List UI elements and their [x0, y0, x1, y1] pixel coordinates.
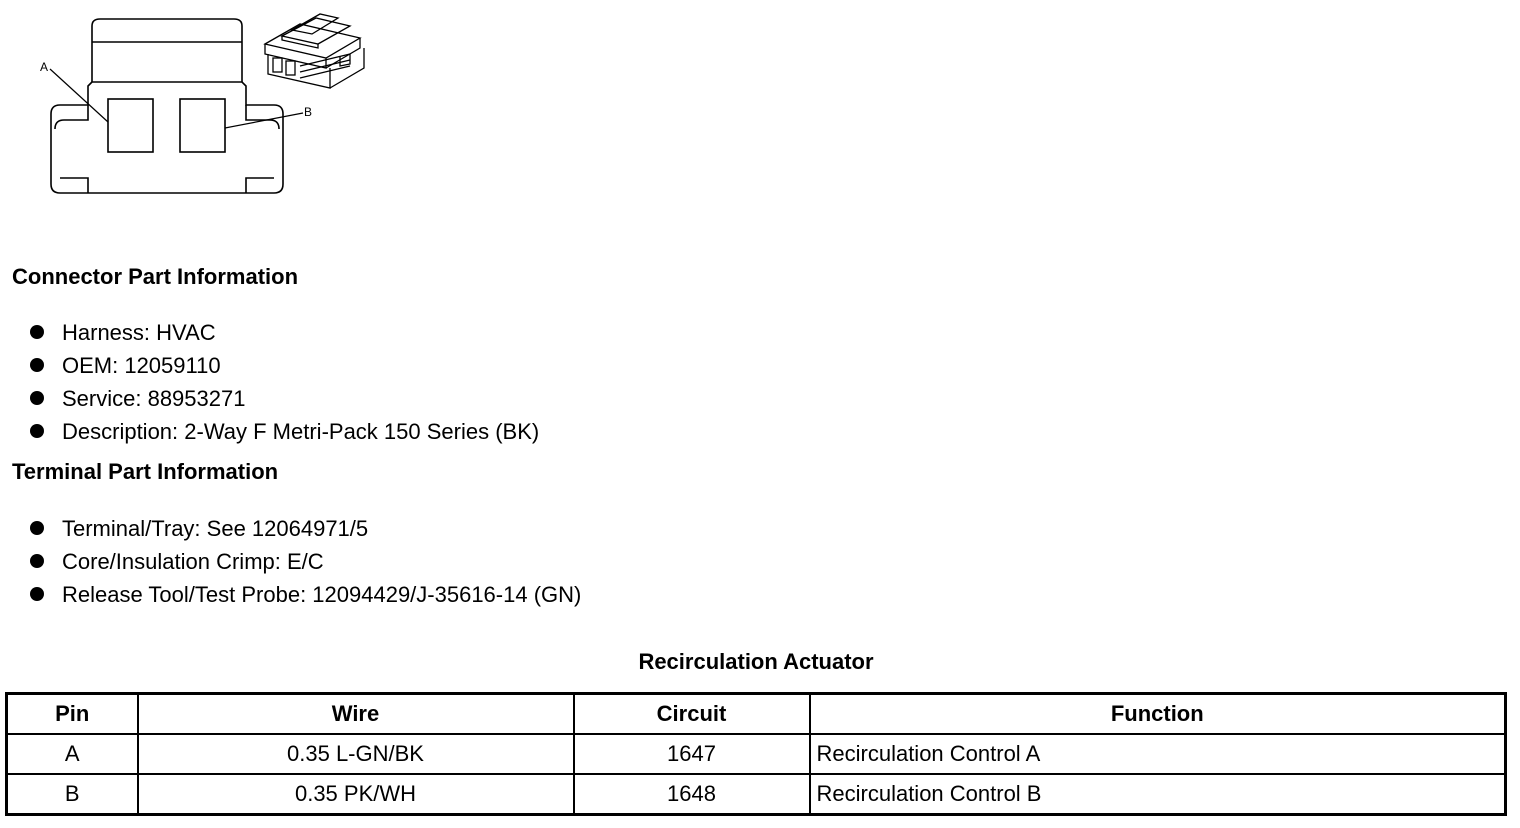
cell-wire: 0.35 L-GN/BK [138, 734, 574, 774]
cell-pin: A [7, 734, 138, 774]
list-item-text: Release Tool/Test Probe: 12094429/J-35616-14 (GN) [62, 582, 582, 607]
pin-label-a: A [40, 60, 49, 74]
list-item-text: Service: 88953271 [62, 386, 246, 411]
terminal-part-info-list [28, 512, 581, 611]
connector-part-info-heading: Connector Part Information [12, 264, 299, 289]
cell-pin: B [7, 774, 138, 815]
table-row [7, 734, 1506, 774]
cell-circuit: 1647 [574, 734, 810, 774]
column-header-circuit: Circuit [574, 694, 810, 735]
list-item-text: Harness: HVAC [62, 320, 216, 345]
connector-isometric-icon [265, 14, 364, 88]
connector-part-info-list [28, 316, 539, 448]
bullet-dot-icon [30, 325, 44, 339]
cell-circuit: 1648 [574, 774, 810, 815]
bullet-dot-icon [30, 391, 44, 405]
list-item-text: OEM: 12059110 [62, 353, 221, 378]
bullet-dot-icon [30, 424, 44, 438]
list-item-text: Core/Insulation Crimp: E/C [62, 549, 324, 574]
list-item [28, 512, 581, 545]
list-item [28, 316, 539, 349]
bullet-dot-icon [30, 358, 44, 372]
column-header-pin: Pin [7, 694, 138, 735]
connector-diagram [0, 0, 400, 210]
pin-table [5, 692, 1507, 816]
cell-wire: 0.35 PK/WH [138, 774, 574, 815]
list-item-text: Description: 2-Way F Metri-Pack 150 Series (BK) [62, 419, 540, 444]
bullet-dot-icon [30, 554, 44, 568]
column-header-function: Function [810, 694, 1506, 735]
table-caption: Recirculation Actuator [638, 649, 874, 674]
cell-function: Recirculation Control A [810, 734, 1506, 774]
table-row [7, 774, 1506, 815]
bullet-dot-icon [30, 587, 44, 601]
bullet-dot-icon [30, 521, 44, 535]
pin-label-b: B [304, 105, 313, 119]
list-item [28, 349, 539, 382]
cell-function: Recirculation Control B [810, 774, 1506, 815]
table-header-row [7, 694, 1506, 735]
list-item [28, 382, 539, 415]
list-item [28, 578, 581, 611]
list-item [28, 415, 539, 448]
column-header-wire: Wire [138, 694, 574, 735]
terminal-part-info-heading: Terminal Part Information [12, 459, 279, 484]
list-item [28, 545, 581, 578]
list-item-text: Terminal/Tray: See 12064971/5 [62, 516, 369, 541]
